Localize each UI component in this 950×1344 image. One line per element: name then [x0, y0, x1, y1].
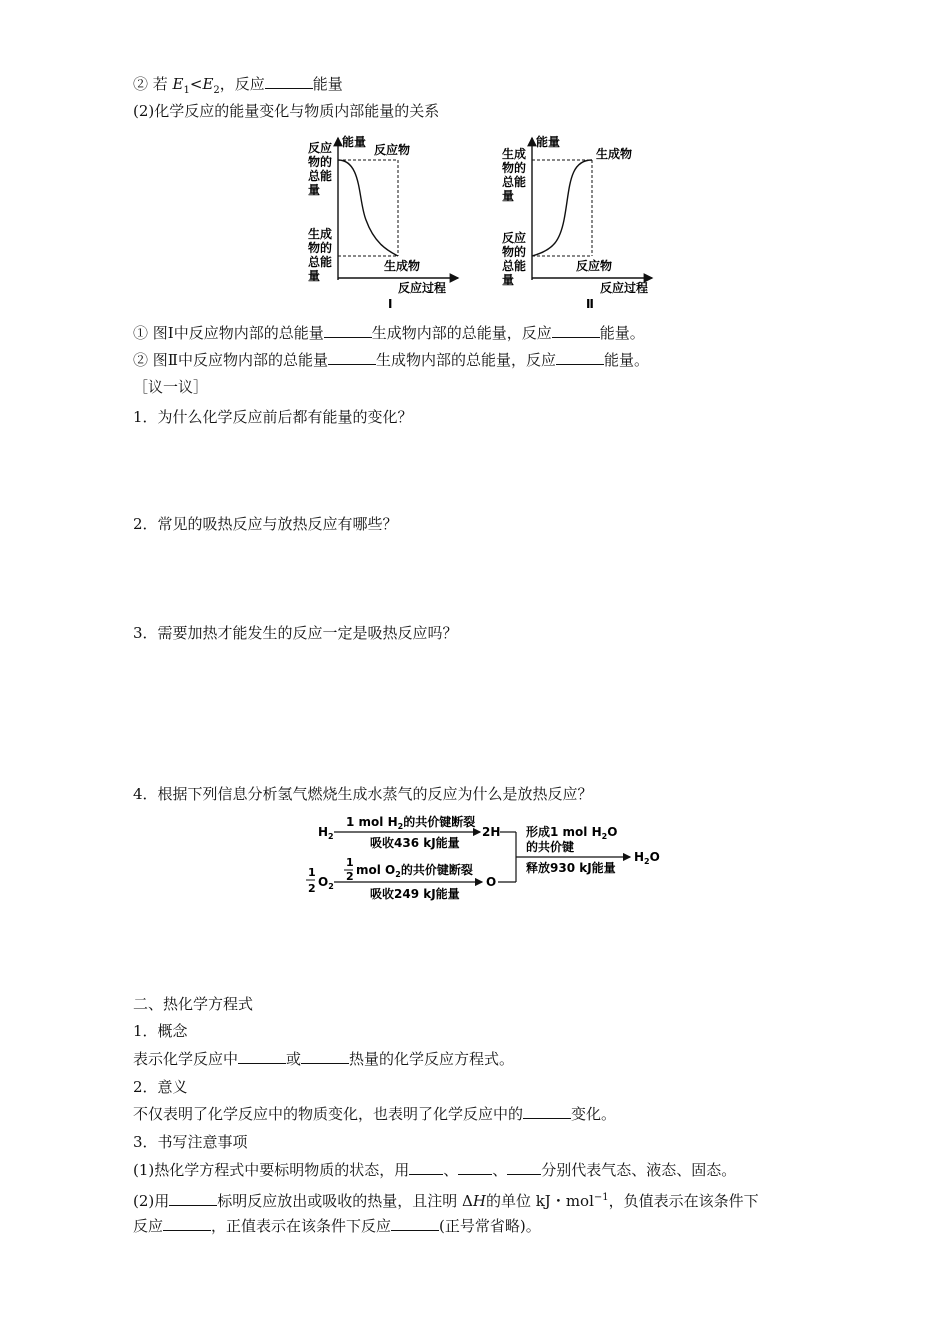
fill-blank[interactable]: [238, 1049, 286, 1064]
subheading-meaning: 2．意义: [133, 1078, 188, 1096]
text: ② 若: [133, 75, 173, 93]
top-label: 生成物: [596, 147, 633, 161]
left-label: 物的: [502, 161, 527, 175]
discuss-heading: ［议一议］: [133, 378, 209, 396]
left-label: 反应: [308, 141, 333, 155]
h2-product: 2H: [482, 825, 501, 839]
text: ，负值表示在该条件下: [608, 1192, 759, 1210]
caption: Ⅰ: [388, 297, 393, 310]
text: 生成物内部的总能量，反应: [371, 324, 552, 342]
sub: 1: [183, 85, 190, 96]
meaning-text: [133, 1104, 616, 1124]
sub: 2: [213, 85, 220, 96]
fill-blank[interactable]: [507, 1160, 541, 1175]
text: 分别代表气态、液态、固态。: [541, 1161, 737, 1179]
heading-energy-relation: (2)化学反应的能量变化与物质内部能量的关系: [133, 102, 440, 120]
sup: −1: [593, 1192, 609, 1203]
fill-blank[interactable]: [163, 1216, 211, 1231]
text: (正号常省略)。: [439, 1217, 541, 1235]
concept-text: [133, 1049, 514, 1069]
o2-arrow-bottom: 吸收249 kJ能量: [370, 887, 460, 901]
question-1: 1．为什么化学反应前后都有能量的变化？: [133, 408, 413, 426]
bottom-label: 生成物: [384, 259, 421, 273]
left-label: 生成: [308, 227, 333, 241]
left-label: 总能: [502, 259, 527, 273]
text: 热量的化学反应方程式。: [349, 1050, 515, 1068]
note-2-continued: [133, 1216, 541, 1236]
note-1: [133, 1160, 736, 1180]
x-axis-label: 反应过程: [398, 281, 447, 295]
text: 生成物内部的总能量，反应: [375, 351, 556, 369]
frac-den: 2: [308, 882, 316, 895]
text: 、: [492, 1161, 508, 1179]
left-label: 物的: [308, 155, 333, 169]
text: <: [189, 75, 203, 93]
formation-line2: 的共价键: [526, 840, 575, 854]
fill-blank[interactable]: [409, 1160, 443, 1175]
fill-blank[interactable]: [324, 323, 372, 338]
fill-blank[interactable]: [552, 323, 600, 338]
left-label: 总能: [502, 175, 527, 189]
fill-blank[interactable]: [458, 1160, 492, 1175]
left-label: 总能: [308, 255, 333, 269]
bottom-label: 反应物: [576, 259, 613, 273]
left-label: 物的: [308, 241, 333, 255]
left-label: 量: [308, 183, 321, 197]
text: ① 图Ⅰ中反应物内部的总能量: [133, 324, 324, 342]
y-axis-label: 能量: [342, 135, 367, 149]
text: (1)热化学方程式中要标明物质的状态，用: [133, 1161, 410, 1179]
text: (2)用: [133, 1192, 170, 1210]
var-e2: E: [202, 75, 214, 93]
text: 能量。: [599, 324, 645, 342]
energy-curve: [338, 160, 398, 256]
text: 反应: [133, 1217, 164, 1235]
var-e1: E: [172, 75, 184, 93]
left-label: 量: [502, 189, 515, 203]
line-figure-1-question: [133, 323, 645, 343]
formation-line1: 形成1 mol $H_2O$: [526, 825, 618, 841]
text: 不仅表明了化学反应中的物质变化，也表明了化学反应中的: [133, 1105, 524, 1123]
text: 、: [443, 1161, 459, 1179]
fill-blank[interactable]: [301, 1049, 349, 1064]
text: ，反应: [219, 75, 265, 93]
energy-diagram-1: [300, 130, 470, 310]
release-energy: 释放930 kJ能量: [526, 861, 616, 875]
top-label: 反应物: [374, 143, 411, 157]
text: 的单位 kJ・mol: [485, 1192, 594, 1210]
subheading-notes: 3．书写注意事项: [133, 1133, 248, 1151]
question-3: 3．需要加热才能发生的反应一定是吸热反应吗？: [133, 624, 458, 642]
left-label: 量: [502, 273, 515, 287]
fill-blank[interactable]: [328, 350, 376, 365]
frac-num: 1: [308, 866, 316, 879]
question-2: 2．常见的吸热反应与放热反应有哪些？: [133, 515, 398, 533]
h2-arrow-top: 1 mol $H_2$的共价键断裂: [346, 815, 476, 831]
note-2: [133, 1188, 759, 1211]
text: 能量: [312, 75, 343, 93]
o2-product: O: [486, 875, 497, 889]
subheading-concept: 1．概念: [133, 1022, 188, 1040]
fill-blank[interactable]: [523, 1104, 571, 1119]
y-axis-label: 能量: [536, 135, 561, 149]
left-label: 生成: [502, 147, 527, 161]
text: 变化。: [571, 1105, 617, 1123]
line-figure-2-question: [133, 350, 649, 370]
fill-blank[interactable]: [169, 1191, 217, 1206]
text: 标明反应放出或吸收的热量，且注明 Δ: [217, 1192, 473, 1210]
var-h: H: [472, 1192, 486, 1210]
o2-arrow-top: mol $O_2$的共价键断裂: [356, 863, 473, 879]
h2-arrow-bottom: 吸收436 kJ能量: [370, 836, 460, 850]
question-4: 4．根据下列信息分析氢气燃烧生成水蒸气的反应为什么是放热反应？: [133, 785, 593, 803]
left-label: 物的: [502, 245, 527, 259]
o2-reactant: $O_2$: [318, 875, 334, 891]
fill-blank[interactable]: [265, 74, 313, 89]
caption: Ⅱ: [586, 297, 594, 310]
water-product: $H_2O$: [634, 850, 660, 866]
left-label: 量: [308, 269, 321, 283]
frac-den: 2: [346, 870, 354, 883]
x-axis-label: 反应过程: [600, 281, 649, 295]
left-label: 总能: [308, 169, 333, 183]
section-2-heading: 二、热化学方程式: [133, 995, 254, 1013]
text: 能量。: [603, 351, 649, 369]
fill-blank[interactable]: [391, 1216, 439, 1231]
text: ② 图Ⅱ中反应物内部的总能量: [133, 351, 328, 369]
left-label: 反应: [502, 231, 527, 245]
text: 或: [286, 1050, 302, 1068]
energy-curve: [532, 160, 592, 256]
text: 表示化学反应中: [133, 1050, 239, 1068]
energy-diagram-2: [494, 130, 664, 310]
bond-energy-scheme: [300, 812, 680, 908]
text: ，正值表示在该条件下反应: [211, 1217, 392, 1235]
frac-num: 1: [346, 856, 354, 869]
fill-blank[interactable]: [556, 350, 604, 365]
line-condition: [133, 74, 343, 101]
h2-reactant: $H_2$: [318, 825, 334, 841]
